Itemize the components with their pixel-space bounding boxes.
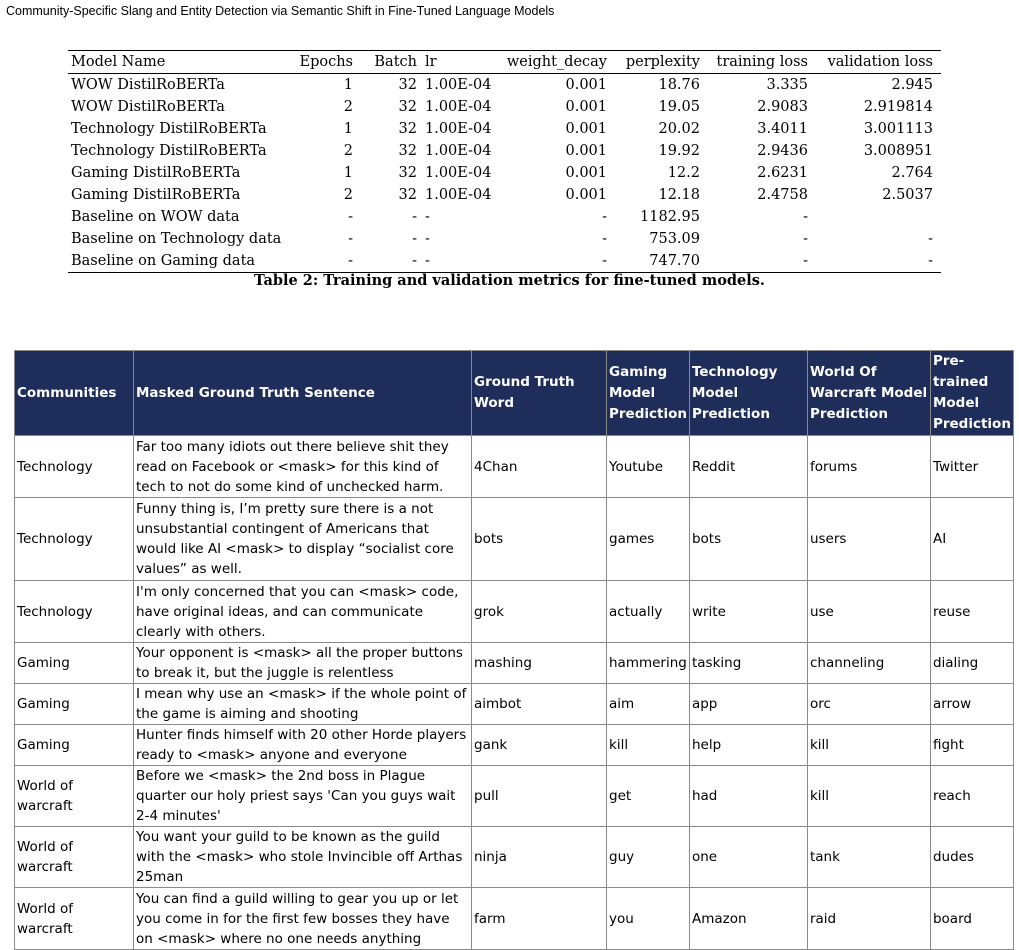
table-cell: games — [607, 498, 690, 581]
table-cell: 2.9436 — [757, 143, 808, 159]
table-cell: 1182.95 — [640, 209, 700, 225]
table-cell: bots — [472, 498, 607, 581]
col-header: lr — [425, 54, 437, 70]
table-cell: 32 — [398, 165, 417, 181]
table-cell: World of warcraft — [15, 888, 134, 950]
table-cell: World of warcraft — [15, 766, 134, 827]
table-caption: Table 2: Training and validation metrics for fine-tuned models. — [254, 272, 765, 289]
table-cell: gank — [472, 725, 607, 766]
table-cell: 32 — [398, 187, 417, 203]
table-cell: pull — [472, 766, 607, 827]
table-cell: Before we <mask> the 2nd boss in Plague quarter our holy priest says 'Can you guys wait 2-4 minutes' — [134, 766, 472, 827]
table-cell: had — [689, 766, 807, 827]
masked-prediction-table — [14, 350, 1014, 950]
table-header-row — [15, 351, 1014, 436]
table-cell: hammering — [607, 643, 690, 684]
table-cell: 2.945 — [891, 77, 933, 93]
table-cell: - — [602, 231, 607, 247]
table-cell: - — [803, 253, 808, 269]
table-cell: 0.001 — [565, 165, 607, 181]
table-cell: 3.001113 — [863, 121, 933, 137]
table-row — [68, 96, 941, 118]
table-cell: 1 — [343, 121, 353, 137]
table-row — [68, 162, 941, 184]
table-cell: WOW DistilRoBERTa — [71, 99, 225, 115]
col-header: Batch — [374, 54, 417, 70]
col-header: Model Name — [71, 54, 166, 70]
table-cell: dialing — [930, 643, 1013, 684]
table-cell: 3.008951 — [863, 143, 933, 159]
table-cell: 32 — [398, 143, 417, 159]
table-cell: 20.02 — [658, 121, 700, 137]
table-cell: - — [348, 231, 353, 247]
table-row — [68, 74, 941, 97]
table-cell: 4Chan — [472, 436, 607, 498]
table-cell: Technology DistilRoBERTa — [71, 121, 267, 137]
table-cell: 19.05 — [658, 99, 700, 115]
table-cell: - — [348, 209, 353, 225]
table-cell: 12.2 — [667, 165, 700, 181]
table-cell: Gaming — [15, 725, 134, 766]
table-cell: kill — [807, 766, 930, 827]
table-cell: Technology DistilRoBERTa — [71, 143, 267, 159]
table-cell: 2 — [343, 187, 353, 203]
table-cell: 1.00E-04 — [425, 187, 492, 203]
table-cell: aimbot — [472, 684, 607, 725]
table-cell: mashing — [472, 643, 607, 684]
training-metrics-table — [68, 50, 941, 273]
table-cell: - — [412, 209, 417, 225]
table-cell: I mean why use an <mask> if the whole point of the game is aiming and shooting — [134, 684, 472, 725]
table-row — [68, 206, 941, 228]
col-header: perplexity — [625, 54, 700, 70]
table-cell: kill — [807, 725, 930, 766]
table-row — [15, 888, 1014, 950]
table-row — [15, 498, 1014, 581]
table-cell: dudes — [930, 827, 1013, 888]
table-cell: - — [803, 209, 808, 225]
col-header: Communities — [15, 351, 134, 436]
table-cell: 3.4011 — [757, 121, 808, 137]
table-row — [15, 725, 1014, 766]
table-cell: 0.001 — [565, 187, 607, 203]
table-cell: 2.764 — [891, 165, 933, 181]
table-cell: 32 — [398, 121, 417, 137]
table-cell: farm — [472, 888, 607, 950]
table-cell: aim — [607, 684, 690, 725]
table-cell: Far too many idiots out there believe shit they read on Facebook or <mask> for this kind of tech to not do some kind of unchecked harm. — [134, 436, 472, 498]
table-cell: 747.70 — [649, 253, 700, 269]
table-cell: tasking — [689, 643, 807, 684]
table-cell: kill — [607, 725, 690, 766]
table-cell: ninja — [472, 827, 607, 888]
table-row — [15, 827, 1014, 888]
table-cell: bots — [689, 498, 807, 581]
table-cell: app — [689, 684, 807, 725]
table-cell: Gaming DistilRoBERTa — [71, 187, 241, 203]
table-cell: - — [602, 253, 607, 269]
table-cell: Technology — [15, 436, 134, 498]
table-cell: 32 — [398, 99, 417, 115]
table-cell: 2 — [343, 99, 353, 115]
col-header: Technology Model Prediction — [689, 351, 807, 436]
col-header: Masked Ground Truth Sentence — [134, 351, 472, 436]
table-cell: arrow — [930, 684, 1013, 725]
table-cell: - — [928, 253, 933, 269]
table-cell: one — [689, 827, 807, 888]
table-cell: - — [803, 231, 808, 247]
col-header: training loss — [716, 54, 808, 70]
table-row — [15, 581, 1014, 643]
table-cell: 2.4758 — [757, 187, 808, 203]
table-cell: Gaming — [15, 684, 134, 725]
table-header-row — [68, 51, 941, 74]
table-cell: 0.001 — [565, 99, 607, 115]
table-cell: board — [930, 888, 1013, 950]
table-cell: - — [412, 231, 417, 247]
table-cell: 32 — [398, 77, 417, 93]
table-cell: Amazon — [689, 888, 807, 950]
table-cell: Twitter — [930, 436, 1013, 498]
table-cell: Technology — [15, 498, 134, 581]
table-cell: 2 — [343, 143, 353, 159]
table-cell: use — [807, 581, 930, 643]
table-cell: 1.00E-04 — [425, 99, 492, 115]
table-row — [68, 228, 941, 250]
col-header: Gaming Model Prediction — [607, 351, 690, 436]
col-header: Pre-trained Model Prediction — [930, 351, 1013, 436]
table-cell: grok — [472, 581, 607, 643]
running-header: Community-Specific Slang and Entity Detection via Semantic Shift in Fine-Tuned Language Models — [6, 4, 555, 18]
table-cell: 1.00E-04 — [425, 143, 492, 159]
table-cell: Your opponent is <mask> all the proper buttons to break it, but the juggle is relentless — [134, 643, 472, 684]
table-cell: - — [425, 253, 430, 269]
table-cell: 0.001 — [565, 121, 607, 137]
table-cell: 1.00E-04 — [425, 121, 492, 137]
table-row — [68, 250, 941, 273]
table-cell: users — [807, 498, 930, 581]
table-cell: you — [607, 888, 690, 950]
table-cell: 1.00E-04 — [425, 165, 492, 181]
table-cell: forums — [807, 436, 930, 498]
table-cell: 18.76 — [658, 77, 700, 93]
table-cell: WOW DistilRoBERTa — [71, 77, 225, 93]
table-cell: reuse — [930, 581, 1013, 643]
table-cell: - — [412, 253, 417, 269]
table-cell: You want your guild to be known as the guild with the <mask> who stole Invincible off Arthas 25man — [134, 827, 472, 888]
table-cell: 1 — [343, 165, 353, 181]
table-cell: guy — [607, 827, 690, 888]
table-cell: actually — [607, 581, 690, 643]
table-cell: 2.9083 — [757, 99, 808, 115]
table-cell: 0.001 — [565, 77, 607, 93]
table-cell: help — [689, 725, 807, 766]
table-cell: orc — [807, 684, 930, 725]
table-cell: - — [425, 231, 430, 247]
table-cell: reach — [930, 766, 1013, 827]
table-row — [15, 766, 1014, 827]
table-cell: Gaming DistilRoBERTa — [71, 165, 241, 181]
table-cell: AI — [930, 498, 1013, 581]
col-header: Ground Truth Word — [472, 351, 607, 436]
table-cell: Reddit — [689, 436, 807, 498]
col-header: weight_decay — [506, 54, 607, 70]
table-cell: Hunter finds himself with 20 other Horde players ready to <mask> anyone and everyone — [134, 725, 472, 766]
table-cell: 1.00E-04 — [425, 77, 492, 93]
table-cell: 753.09 — [649, 231, 700, 247]
table-cell: tank — [807, 827, 930, 888]
table-cell: - — [348, 253, 353, 269]
table-cell: - — [602, 209, 607, 225]
table-cell: 19.92 — [658, 143, 700, 159]
table-cell: 2.6231 — [757, 165, 808, 181]
table-cell: raid — [807, 888, 930, 950]
col-header: Epochs — [299, 54, 353, 70]
table-row — [15, 684, 1014, 725]
table-row — [15, 436, 1014, 498]
table-row — [68, 140, 941, 162]
table-cell — [808, 206, 941, 228]
table-cell: Technology — [15, 581, 134, 643]
table-cell: 1 — [343, 77, 353, 93]
table-cell: Baseline on Gaming data — [71, 253, 256, 269]
table-cell: Funny thing is, I’m pretty sure there is a not unsubstantial contingent of Americans that would like AI <mask> to display “socialist core values” as well. — [134, 498, 472, 581]
table-cell: I'm only concerned that you can <mask> code, have original ideas, and can communicate clearly with others. — [134, 581, 472, 643]
table-cell: channeling — [807, 643, 930, 684]
table-cell: - — [928, 231, 933, 247]
col-header: World Of Warcraft Model Prediction — [807, 351, 930, 436]
table-cell: World of warcraft — [15, 827, 134, 888]
table-cell: - — [425, 209, 430, 225]
table-cell: write — [689, 581, 807, 643]
table-cell: Gaming — [15, 643, 134, 684]
table-cell: get — [607, 766, 690, 827]
table-cell: 2.5037 — [882, 187, 933, 203]
table-row — [15, 643, 1014, 684]
table-cell: 12.18 — [658, 187, 700, 203]
table-cell: Baseline on WOW data — [71, 209, 240, 225]
col-header: validation loss — [827, 54, 933, 70]
table-row — [68, 184, 941, 206]
table-cell: 0.001 — [565, 143, 607, 159]
table-cell: Baseline on Technology data — [71, 231, 282, 247]
table-cell: Youtube — [607, 436, 690, 498]
table-cell: 3.335 — [766, 77, 808, 93]
table-cell: You can find a guild willing to gear you up or let you come in for the first few bosses they have on <mask> where no one needs anything — [134, 888, 472, 950]
table-cell: fight — [930, 725, 1013, 766]
table-cell: 2.919814 — [863, 99, 933, 115]
table-row — [68, 118, 941, 140]
